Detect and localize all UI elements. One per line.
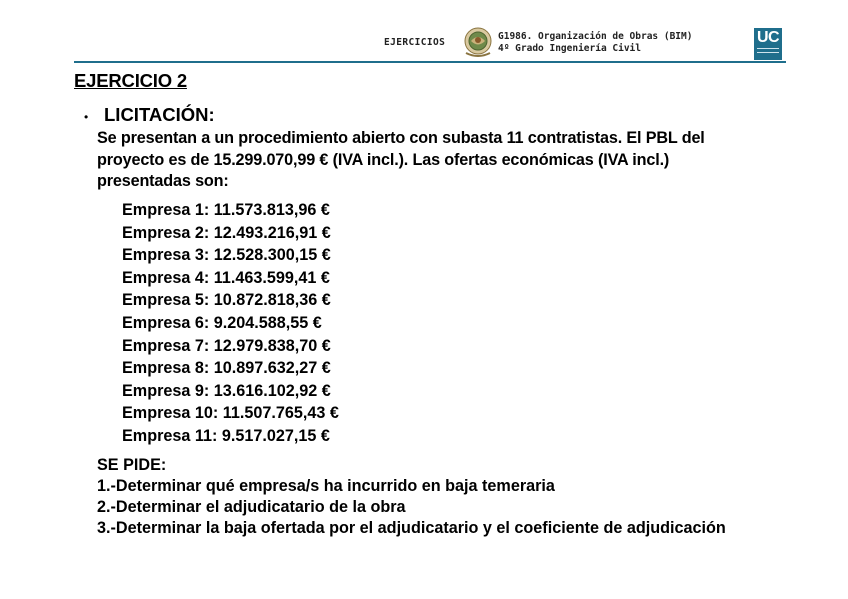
university-emblem-icon [462, 26, 494, 58]
list-item: Empresa 8: 10.897.632,27 € [122, 359, 331, 378]
exercise-title: EJERCICIO 2 [74, 70, 187, 91]
list-item: Empresa 11: 9.517.027,15 € [122, 426, 330, 445]
task-item: 1.-Determinar qué empresa/s ha incurrido en baja temeraria [97, 477, 555, 495]
logo-line [757, 48, 779, 49]
intro-paragraph: Se presentan a un procedimiento abierto con subasta 11 contratistas. El PBL del proyecto es de 15.299.070,99 € (IVA incl.). Las ofertas económicas (IVA incl.) presentadas son: [97, 129, 705, 190]
list-item: Empresa 3: 12.528.300,15 € [122, 246, 331, 265]
list-item: Empresa 1: 11.573.813,96 € [122, 201, 330, 219]
header-divider [74, 61, 786, 63]
list-item: Empresa 6: 9.204.588,55 € [122, 313, 322, 332]
list-item: Empresa 4: 11.463.599,41 € [122, 268, 330, 287]
offers-list [122, 199, 339, 448]
task-item: 2.-Determinar el adjudicatario de la obra [97, 498, 406, 516]
uc-logo-text: UC [756, 29, 780, 46]
header-section-label: EJERCICIOS [384, 37, 446, 48]
tasks-list [97, 476, 737, 539]
task-item: 3.-Determinar la baja ofertada por el adjudicatario y el coeficiente de adjudicación [97, 519, 726, 537]
course-info [498, 31, 692, 55]
uc-logo [754, 28, 782, 60]
bullet-symbol: • [84, 110, 89, 124]
section-heading: LICITACIÓN: [104, 104, 215, 125]
list-item: Empresa 9: 13.616.102,92 € [122, 381, 331, 400]
list-item: Empresa 2: 12.493.216,91 € [122, 223, 331, 242]
list-item: Empresa 7: 12.979.838,70 € [122, 336, 331, 355]
list-item: Empresa 5: 10.872.818,36 € [122, 291, 331, 310]
se-pide-heading: SE PIDE: [97, 456, 167, 474]
logo-line [757, 52, 779, 53]
course-degree: 4º Grado Ingeniería Civil [498, 43, 641, 54]
slide-header [0, 26, 848, 66]
course-name: G1986. Organización de Obras (BIM) [498, 31, 693, 42]
list-item: Empresa 10: 11.507.765,43 € [122, 404, 339, 423]
